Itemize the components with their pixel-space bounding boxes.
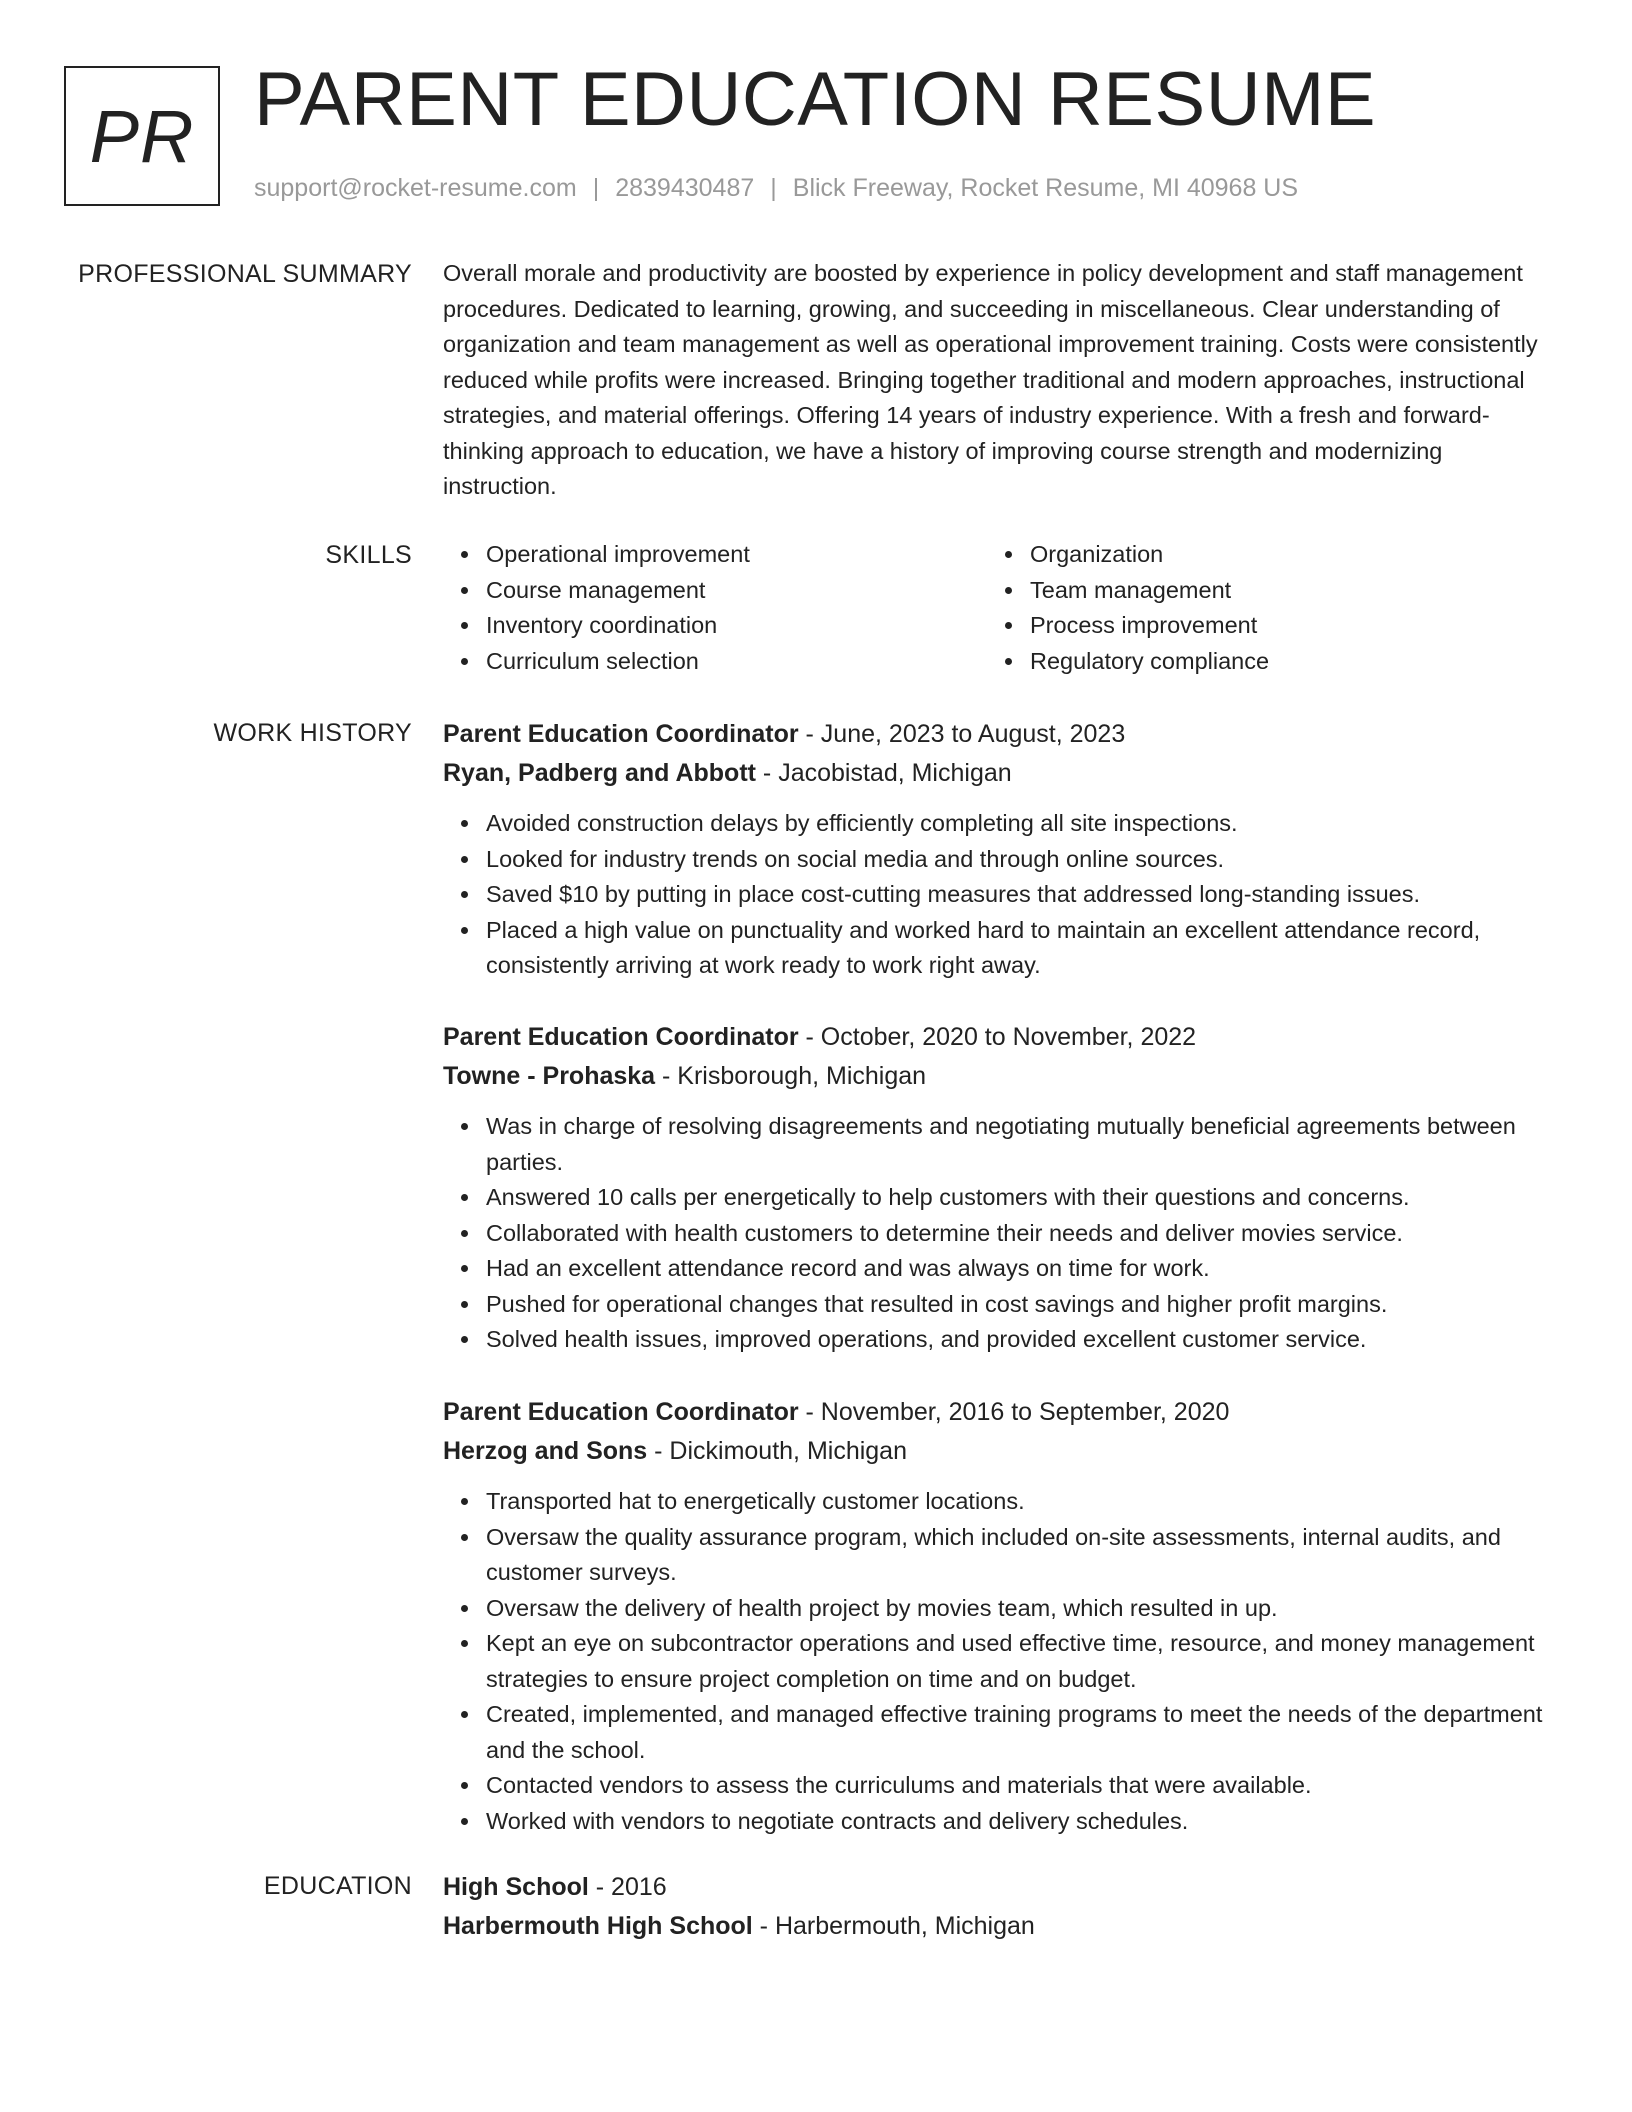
company-line [443,1432,1553,1470]
degree: High School [443,1873,589,1901]
duty-item: Oversaw the delivery of health project by movies team, which resulted in up. [486,1591,1553,1627]
skills-list-left [443,537,987,679]
duty-item: Oversaw the quality assurance program, which included on-site assessments, internal audits, and customer surveys. [486,1520,1553,1591]
company-location: - Dickimouth, Michigan [647,1437,907,1465]
job-dates: - October, 2020 to November, 2022 [798,1023,1197,1051]
school-location: - Harbermouth, Michigan [752,1912,1035,1940]
duty-item: Worked with vendors to negotiate contracts and delivery schedules. [486,1804,1553,1840]
monogram-box [64,66,220,206]
contact-phone: 2839430487 [615,174,755,202]
job-duties [443,1484,1553,1839]
resume-title: PARENT EDUCATION RESUME [254,57,1377,142]
company-location: - Krisborough, Michigan [655,1062,927,1090]
skills-body [443,537,1553,679]
duty-item: Answered 10 calls per energetically to help customers with their questions and concerns. [486,1180,1553,1216]
summary-body [443,256,1553,505]
skill-item: Team management [1030,573,1531,609]
contact-line [254,174,1298,203]
company-location: - Jacobistad, Michigan [755,759,1012,787]
job-2 [443,1018,1553,1358]
school-name: Harbermouth High School [443,1912,753,1940]
duty-item: Created, implemented, and managed effective training programs to meet the needs of the department and the school. [486,1697,1553,1768]
duty-item: Was in charge of resolving disagreements and negotiating mutually beneficial agreements between parties. [486,1109,1553,1180]
company-line [443,754,1553,792]
job-duties [443,806,1553,984]
job-dates: - November, 2016 to September, 2020 [798,1398,1230,1426]
company-line [443,1057,1553,1095]
contact-separator: | [770,174,777,202]
company-name: Towne - Prohaska [443,1062,656,1090]
skills-heading: SKILLS [325,541,412,569]
company-name: Ryan, Padberg and Abbott [443,759,756,787]
contact-address: Blick Freeway, Rocket Resume, MI 40968 US [792,174,1299,202]
work-history-heading: WORK HISTORY [213,719,412,747]
skill-item: Inventory coordination [486,608,987,644]
skill-item: Organization [1030,537,1531,573]
job-1 [443,715,1553,984]
duty-item: Transported hat to energetically customer locations. [486,1484,1553,1520]
job-duties [443,1109,1553,1358]
skill-item: Process improvement [1030,608,1531,644]
duty-item: Collaborated with health customers to determine their needs and deliver movies service. [486,1216,1553,1252]
duty-item: Solved health issues, improved operations, and provided excellent customer service. [486,1322,1553,1358]
job-title: Parent Education Coordinator [443,1398,799,1426]
education-heading: EDUCATION [263,1872,412,1900]
contact-email: support@rocket-resume.com [254,174,577,202]
education-body [443,1868,1553,1945]
contact-separator: | [592,174,600,202]
skills-grid [443,537,1553,679]
skills-list-right [987,537,1531,679]
job-title: Parent Education Coordinator [443,1023,799,1051]
duty-item: Looked for industry trends on social media and through online sources. [486,842,1553,878]
summary-heading: PROFESSIONAL SUMMARY [78,260,412,288]
job-title: Parent Education Coordinator [443,720,799,748]
duty-item: Pushed for operational changes that resulted in cost savings and higher profit margins. [486,1287,1553,1323]
duty-item: Contacted vendors to assess the curriculums and materials that were available. [486,1768,1553,1804]
duty-item: Had an excellent attendance record and was always on time for work. [486,1251,1553,1287]
skill-item: Operational improvement [486,537,987,573]
job-3 [443,1393,1553,1839]
company-name: Herzog and Sons [443,1437,648,1465]
degree-line [443,1868,1553,1906]
school-line [443,1907,1553,1945]
duty-item: Avoided construction delays by efficiently completing all site inspections. [486,806,1553,842]
job-dates: - June, 2023 to August, 2023 [798,720,1126,748]
job-title-line [443,1393,1553,1431]
job-title-line [443,1018,1553,1056]
duty-item: Saved $10 by putting in place cost-cutting measures that addressed long-standing issues. [486,877,1553,913]
summary-text: Overall morale and productivity are boosted by experience in policy development and staff management procedures. Dedicated to learning, growing, and succeeding in miscellaneous. Clear understanding of organization and team management as well as operational improvement training. Costs were consistently reduced while profits were increased. Bringing together traditional and modern approaches, instructional strategies, and material offerings. Offering 14 years of industry experience. With a fresh and forward-thinking approach to education, we have a history of improving course strength and modernizing instruction. [443,260,1538,499]
skill-item: Course management [486,573,987,609]
duty-item: Kept an eye on subcontractor operations and used effective time, resource, and money management strategies to ensure project completion on time and on budget. [486,1626,1553,1697]
duty-item: Placed a high value on punctuality and worked hard to maintain an excellent attendance record, consistently arriving at work ready to work right away. [486,913,1553,984]
skill-item: Regulatory compliance [1030,644,1531,680]
graduation-year: - 2016 [588,1873,667,1901]
skill-item: Curriculum selection [486,644,987,680]
job-title-line [443,715,1553,753]
monogram-initials: PR [89,94,195,178]
